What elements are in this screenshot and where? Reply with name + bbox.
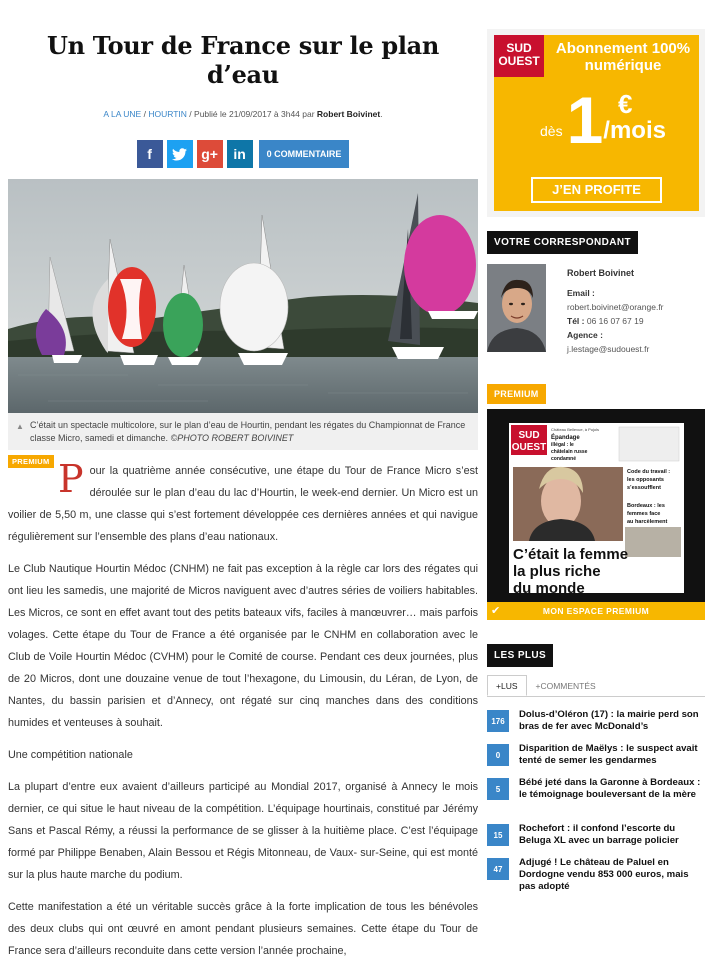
list-item[interactable] — [487, 709, 705, 735]
svg-text:Bordeaux : les: Bordeaux : les — [627, 503, 665, 509]
paragraph-1: Pour la quatrième année consécutive, une étape du Tour de France Micro s’est déroulée sur le plan d’eau du lac d’Hourtin, le week-end dernier. Un Micro est un voilier de 5,50 m, une classe qui s’est fortement développée ces dernières années et qui navigue régulièrement sur l’ensemble des plans d’eau nationaux. — [8, 457, 478, 543]
comments-button[interactable]: 0 COMMENTAIRE — [259, 140, 350, 168]
list-item[interactable] — [487, 857, 705, 895]
list-item-title[interactable]: Disparition de Maëlys : le suspect avait tenté de semer les gendarmes — [519, 743, 698, 766]
twitter-share-button[interactable] — [167, 140, 193, 168]
correspondent-card: Robert Boivinet Email : robert.boivinet@orange.fr Tél : 06 16 07 67 19 Agence : j.lestage@sudouest.fr — [487, 264, 705, 364]
tab-most-read[interactable]: +LUS — [487, 675, 527, 696]
cover-logo-2: OUEST — [511, 442, 547, 453]
caption-credit: ©PHOTO ROBERT BOIVINET — [170, 433, 294, 443]
price-period: /mois — [603, 117, 666, 144]
photo-caption — [8, 413, 478, 450]
subscription-headline: Abonnement 100% numérique — [555, 40, 691, 74]
breadcrumb-section-link[interactable]: HOURTIN — [148, 109, 187, 119]
list-item-title[interactable]: Adjugé ! Le château de Paluel en Dordogne vendu 853 000 euros, mais pas adopté — [519, 857, 689, 892]
svg-text:au harcèlement: au harcèlement — [627, 519, 668, 525]
premium-badge: PREMIUM — [8, 455, 54, 468]
premium-edition[interactable] — [487, 409, 705, 620]
newspaper-cover — [509, 423, 684, 597]
premium-section-title: PREMIUM — [487, 384, 546, 404]
correspondent-email[interactable]: robert.boivinet@orange.fr — [567, 302, 664, 312]
comment-count-badge: 5 — [487, 778, 509, 800]
list-item[interactable] — [487, 777, 705, 815]
subheading: Une compétition nationale — [8, 749, 133, 761]
cover-kicker: Château Bellevue, à Pujols — [551, 427, 600, 432]
share-bar — [8, 140, 478, 168]
tab-most-commented[interactable]: +COMMENTÉS — [535, 681, 596, 691]
subscription-banner[interactable] — [487, 29, 705, 217]
publish-date: Publié le 21/09/2017 à 3h44 par — [194, 109, 315, 119]
article-body — [8, 455, 478, 962]
les-plus-list — [487, 709, 705, 895]
caption-triangle-icon: ▲ — [16, 422, 24, 431]
correspondent-agency[interactable]: j.lestage@sudouest.fr — [567, 344, 650, 354]
caption-text: C’était un spectacle multicolore, sur le plan d’eau de Hourtin, pendant les régates du Championnat de France classe Micro, samedi et dimanche. — [30, 420, 466, 443]
facebook-icon: f — [147, 146, 152, 162]
sidebar — [487, 0, 705, 903]
paragraph-3: La plupart d’entre eux avaient d’ailleurs participé au Mondial 2017, organisé à Annecy le mois dernier, ce qui situe le haut niveau de la compétition. L’équipage hourtinais, constitué par Jérémy Sans et Pascal Rémy, a réussi la performance de se glisser à la huitième place. C’est l’équipage formé par Philippe Benaben, Alain Bessou et Régis Mitonneau, de Vaux- sur-Seine, qui est monté sur la plus haute marche du podium. — [8, 781, 478, 881]
correspondent-phone: 06 16 07 67 19 — [586, 316, 644, 326]
googleplus-share-button[interactable] — [197, 140, 223, 168]
comment-count-badge: 47 — [487, 858, 509, 880]
linkedin-share-button[interactable] — [227, 140, 253, 168]
correspondent-title: VOTRE CORRESPONDANT — [487, 231, 638, 254]
svg-text:les opposants: les opposants — [627, 477, 664, 483]
breadcrumb-home-link[interactable]: A LA UNE — [103, 109, 142, 119]
subscription-price: dès 1 € /mois — [540, 83, 666, 157]
list-item-title[interactable]: Dolus-d’Oléron (17) : la mairie perd son bras de fer avec McDonald’s — [519, 709, 699, 732]
sailboats-photo — [8, 179, 478, 413]
price-value: 1 — [566, 83, 604, 157]
comment-count-badge: 15 — [487, 824, 509, 846]
googleplus-icon: g+ — [201, 146, 218, 162]
svg-text:du monde: du monde — [513, 580, 585, 597]
price-currency: € — [618, 89, 633, 119]
svg-text:la plus riche: la plus riche — [513, 563, 601, 580]
list-item-title[interactable]: Bébé jeté dans la Garonne à Bordeaux : le témoignage bouleversant de la mère — [519, 777, 701, 800]
paragraph-2: Le Club Nautique Hourtin Médoc (CNHM) ne fait pas exception à la règle car lors des régates qui ont lieu les samedis, une majorité de Micros naviguent avec d’autres séries de voiliers habitables. Les Micros, ce sont en effet avant tout des petits bateaux vifs, faciles à manœuvrer… mais parfois volages. Cette étape du Tour de France a été organisée par le CNHM en collaboration avec le Club de Voile Hourtin Médoc (CVHM) pour le Comité de course. Pendant ces deux journées, plus de 20 Micros, dont une douzaine venue de tout l’hexagone, du Limousin, du Léran, de Lyon, de Nantes, du bassin parisien et d’Annecy, ont régaté sur cinq manches dans des conditions humides et venteuses à souhait. — [8, 563, 478, 729]
list-item[interactable] — [487, 743, 705, 769]
svg-text:femmes face: femmes face — [627, 511, 661, 517]
article-title: Un Tour de France sur le plan d’eau — [46, 31, 440, 89]
les-plus-tabs — [487, 675, 705, 697]
cover-logo-1: SUD — [518, 430, 540, 441]
author-name[interactable]: Robert Boivinet — [316, 109, 381, 119]
correspondent-name: Robert Boivinet — [567, 268, 635, 278]
subscribe-button[interactable]: J’EN PROFITE — [531, 177, 662, 203]
linkedin-icon: in — [233, 146, 246, 162]
list-item[interactable] — [487, 823, 705, 849]
svg-text:s’essoufflent: s’essoufflent — [627, 485, 661, 491]
facebook-share-button[interactable] — [137, 140, 163, 168]
sudouest-logo: SUD OUEST — [494, 35, 544, 77]
les-plus-title: LES PLUS — [487, 644, 553, 667]
article-photo — [8, 179, 478, 413]
svg-text:C’était la femme: C’était la femme — [513, 546, 629, 563]
svg-text:Code du travail :: Code du travail : — [627, 469, 671, 475]
premium-space-link[interactable]: MON ESPACE PREMIUM — [487, 602, 705, 620]
comment-count-badge: 0 — [487, 744, 509, 766]
svg-text:condamné: condamné — [551, 456, 577, 462]
svg-text:illégal : le: illégal : le — [551, 442, 574, 448]
svg-text:Épandage: Épandage — [551, 435, 580, 441]
list-item-title[interactable]: Rochefort : il confond l’escorte du Beluga XL avec un barrage policier — [519, 823, 679, 846]
svg-text:châtelain russe: châtelain russe — [551, 449, 588, 455]
correspondent-avatar — [487, 264, 546, 352]
check-icon: ✔ — [491, 605, 501, 617]
article-column — [8, 0, 478, 972]
paragraph-4: Cette manifestation a été un véritable succès grâce à la forte implication de tous les bénévoles des deux clubs qui ont œuvré en amont pendant plusieurs semaines. Cette étape du Tour de France sera d’ailleurs reconduite dans cette version l’année prochaine, — [8, 901, 478, 957]
twitter-icon — [172, 148, 187, 161]
article-meta: A LA UNE / HOURTIN / Publié le 21/09/2017 à 3h44 par Robert Boivinet. — [103, 109, 383, 119]
comment-count-badge: 176 — [487, 710, 509, 732]
dropcap: P — [58, 457, 84, 501]
